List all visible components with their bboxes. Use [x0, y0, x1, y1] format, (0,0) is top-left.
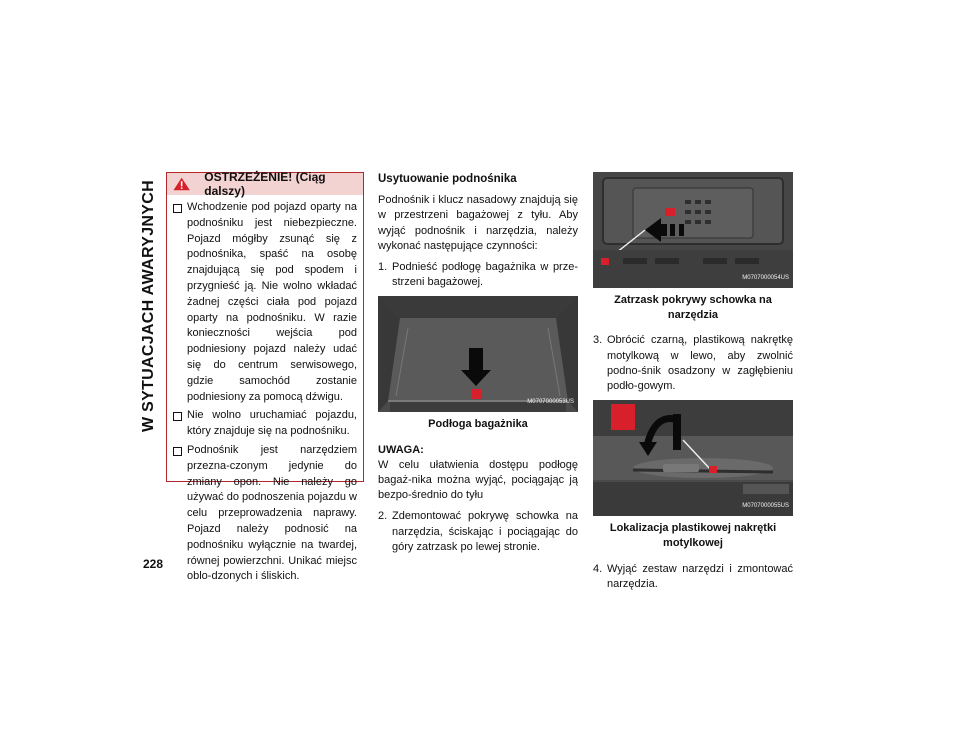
step-text: Podnieść podłogę bagażnika w prze-strzeni bagażowej.	[392, 261, 578, 289]
wing-nut-figure	[593, 400, 793, 516]
step-text: Obrócić czarną, plastikową nakrętkę motylkową w lewo, aby zwolnić podno-śnik osadzony w zagłębieniu podło-gowym.	[607, 334, 793, 393]
warning-item-text: Nie wolno uruchamiać pojazdu, który znajduje się na podnośniku.	[187, 409, 357, 438]
step-2	[378, 509, 578, 555]
figure-code: M0707000054US	[742, 274, 789, 281]
figure-caption: Podłoga bagażnika	[428, 418, 528, 431]
warning-item-text: Podnośnik jest narzędziem przezna-czonym jedynie do zmiany opon. Nie należy go używać do podnoszenia pojazdu w celu przeprowadzenia naprawy. Pojazd należy podnosić na podnośniku wyłącznie na twardej, równej powierzchni. Unikać miejsc oblo-dzonych i śliskich.	[187, 443, 358, 583]
section-title: Usytuowanie podnośnika	[378, 173, 517, 185]
figure-caption: Zatrzask pokrywy schowka na narzędzia	[614, 294, 772, 322]
intro-paragraph: Podnośnik i klucz nasadowy znajdują się w przestrzeni bagażowej z tyłu. Aby wyjąć podnośnik i narzędzia, należy wykonać następujące czynności:	[378, 194, 578, 252]
step-4	[593, 562, 793, 592]
step-text: Zdemontować pokrywę schowka na narzędzia, ściskając i pociągając do góry zatrzask po lewej stronie.	[392, 510, 578, 553]
text-column-middle	[378, 172, 578, 561]
warning-body	[167, 195, 363, 585]
tool-compartment-figure	[593, 172, 793, 288]
text-column-right	[593, 172, 793, 598]
figure-code: M0707000053US	[527, 399, 574, 406]
step-number: 4.	[593, 562, 603, 575]
note-title: UWAGA:	[378, 443, 424, 456]
section-side-tab-label: W SYTUACJACH AWARYJNYCH	[140, 180, 157, 432]
warning-item	[173, 408, 357, 440]
checkbox-bullet-icon	[173, 447, 182, 456]
figure-code: M0707000055US	[742, 503, 789, 510]
checkbox-bullet-icon	[173, 204, 182, 213]
section-side-tab	[138, 172, 160, 440]
step-number: 2.	[378, 510, 388, 523]
page-number: 228	[143, 557, 164, 571]
step-text: Wyjąć zestaw narzędzi i zmontować narzędzia.	[607, 562, 793, 590]
warning-box	[166, 170, 364, 583]
warning-item	[173, 200, 357, 405]
step-1	[378, 260, 578, 290]
step-3	[593, 333, 793, 394]
warning-item	[173, 443, 357, 585]
warning-triangle-icon	[173, 177, 190, 191]
step-number: 1.	[378, 261, 388, 274]
note-text: W celu ułatwienia dostępu podłogę bagaż-nika można wyjąć, pociągając ją bezpo-średnio do tyłu	[378, 458, 578, 502]
warning-item-text: Wchodzenie pod pojazd oparty na podnośniku jest niebezpieczne. Pojazd mógłby zsunąć się z podnośnika, spaść na osobę znajdującą się pod spodem i przygnieść ją. Nie wolno wkładać żadnej części ciała pod pojazd oparty na podnośniku. W razie konieczności wejścia pod podniesiony pojazd należy udać się do centrum serwisowego, gdzie samochód zostanie podniesiony za pomocą dźwigu.	[187, 201, 357, 403]
figure-caption: Lokalizacja plastikowej nakrętki motylkowej	[609, 522, 777, 550]
checkbox-bullet-icon	[173, 412, 182, 421]
warning-header	[167, 170, 363, 198]
step-number: 3.	[593, 334, 603, 347]
cargo-floor-figure	[378, 296, 578, 412]
warning-title: OSTRZEŻENIE! (Ciąg dalszy)	[204, 170, 326, 198]
